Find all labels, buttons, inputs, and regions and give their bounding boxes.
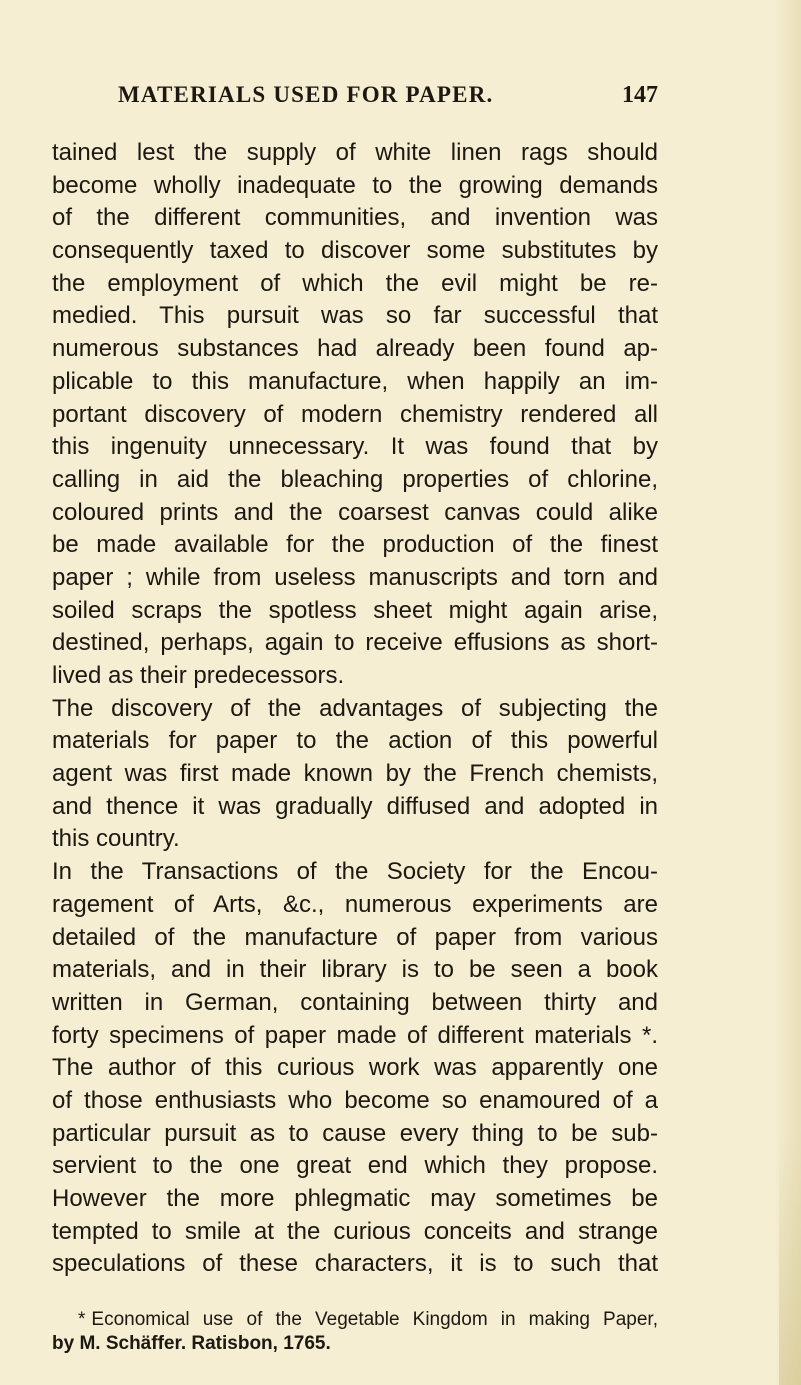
text-line: be made available for the production of the finest	[52, 531, 658, 559]
text-line: ragement of Arts, &c., numerous experiments are	[52, 890, 658, 918]
text-line: materials, and in their library is to be seen a book	[52, 956, 658, 984]
footnote	[52, 1308, 658, 1356]
text-line: particular pursuit as to cause every thing to be sub-	[52, 1119, 658, 1147]
page-header	[118, 82, 658, 112]
text-line: paper ; while from useless manuscripts and torn and	[52, 563, 658, 591]
text-line: of those enthusiasts who become so enamoured of a	[52, 1086, 658, 1114]
text-line: numerous substances had already been found ap-	[52, 335, 658, 363]
text-line: consequently taxed to discover some substitutes by	[52, 237, 658, 265]
text-line: calling in aid the bleaching properties of chlorine,	[52, 465, 658, 493]
footnote-line: by M. Schäffer. Ratisbon, 1765.	[52, 1333, 331, 1354]
text-line: forty specimens of paper made of different materials *.	[52, 1021, 658, 1049]
text-line: medied. This pursuit was so far successful that	[52, 302, 658, 330]
text-line: of the different communities, and invention was	[52, 204, 658, 232]
text-line: servient to the one great end which they propose.	[52, 1152, 658, 1180]
text-line: this country.	[52, 825, 180, 853]
text-line: agent was first made known by the French chemists,	[52, 760, 658, 788]
text-line: However the more phlegmatic may sometimes be	[52, 1185, 658, 1212]
text-line: materials for paper to the action of this powerful	[52, 727, 658, 755]
page-number: 147	[622, 82, 658, 108]
text-line: In the Transactions of the Society for the Encou-	[52, 858, 658, 886]
body-text	[52, 137, 658, 1281]
text-line: destined, perhaps, again to receive effusions as short-	[52, 629, 658, 657]
text-line: The author of this curious work was apparently one	[52, 1054, 658, 1082]
text-line: the employment of which the evil might be re-	[52, 269, 658, 297]
footnote-mark: *	[78, 1309, 86, 1330]
text-line: portant discovery of modern chemistry rendered all	[52, 400, 658, 428]
text-line: tempted to smile at the curious conceits and strange	[52, 1217, 658, 1245]
text-line: and thence it was gradually diffused and adopted in	[52, 792, 658, 820]
text-line: written in German, containing between thirty and	[52, 988, 658, 1016]
footnote-text: Economical use of the Vegetable Kingdom in making Paper,	[91, 1309, 658, 1330]
text-line: soiled scraps the spotless sheet might again arise,	[52, 596, 658, 624]
page-stain	[779, 1130, 801, 1385]
running-title: MATERIALS USED FOR PAPER.	[118, 82, 494, 107]
text-line: plicable to this manufacture, when happily an im-	[52, 367, 658, 395]
text-line: coloured prints and the coarsest canvas could alike	[52, 498, 658, 526]
text-line: this ingenuity unnecessary. It was found that by	[52, 433, 658, 461]
text-line: tained lest the supply of white linen rags should	[52, 139, 658, 166]
text-line: detailed of the manufacture of paper from various	[52, 923, 658, 951]
text-line: become wholly inadequate to the growing demands	[52, 171, 658, 199]
text-line: lived as their predecessors.	[52, 662, 345, 689]
footnote-line	[52, 1308, 658, 1332]
text-line: speculations of these characters, it is to such that	[52, 1250, 658, 1278]
text-line: The discovery of the advantages of subjecting the	[52, 694, 658, 722]
